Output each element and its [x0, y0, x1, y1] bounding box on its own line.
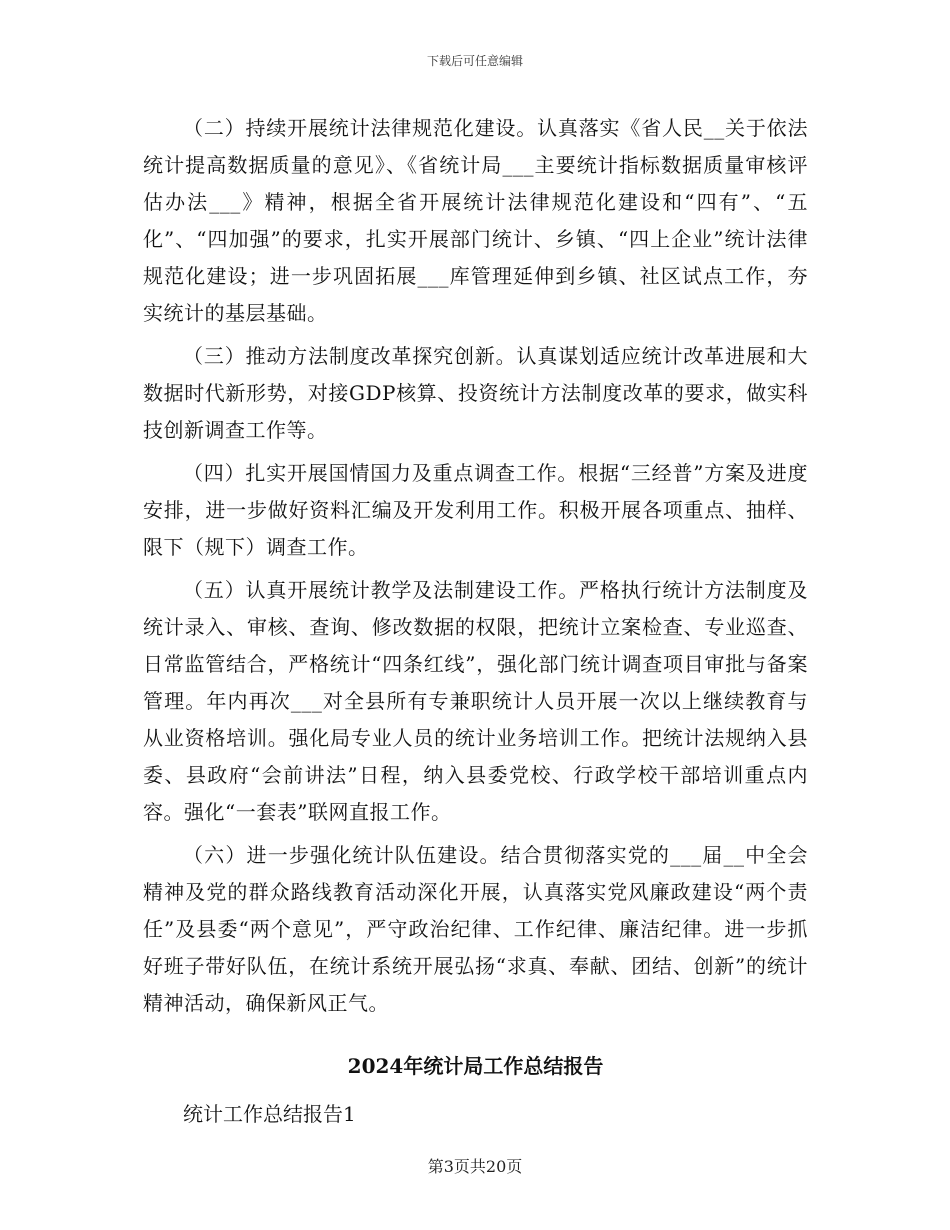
paragraph-6: （六）进一步强化统计队伍建设。结合贯彻落实党的___届__中全会精神及党的群众路线教育活动深化开展，认真落实党风廉政建设“两个责任”及县委“两个意见”，严守政治纪律、工作纪律、廉洁纪律。进一步抓好班子带好队伍，在统计系统开展弘扬“求真、奉献、团结、创新”的统计精神活动，确保新风正气。 [143, 843, 808, 1015]
paragraph-3: （三）推动方法制度改革探究创新。认真谋划适应统计改革进展和大数据时代新形势，对接GDP核算、投资统计方法制度改革的要求，做实科技创新调查工作等。 [143, 344, 808, 442]
paragraph-2: （二）持续开展统计法律规范化建设。认真落实《省人民__关于依法统计提高数据质量的意见》、《省统计局___主要统计指标数据质量审核评估办法___》精神，根据全省开展统计法律规范化建设和“四有”、“五化”、“四加强”的要求，扎实开展部门统计、乡镇、“四上企业”统计法律规范化建设；进一步巩固拓展___库管理延伸到乡镇、社区试点工作，夯实统计的基层基础。 [143, 116, 808, 325]
paragraph-5: （五）认真开展统计教学及法制建设工作。严格执行统计方法制度及统计录入、审核、查询、修改数据的权限，把统计立案检查、专业巡查、日常监管结合，严格统计“四条红线”，强化部门统计调查项目审批与备案管理。年内再次___对全县所有专兼职统计人员开展一次以上继续教育与从业资格培训。强化局专业人员的统计业务培训工作。把统计法规纳入县委、县政府“会前讲法”日程，纳入县委党校、行政学校干部培训重点内容。强化“一套表”联网直报工作。 [143, 578, 808, 824]
document-title: 2024年统计局工作总结报告 [347, 1054, 604, 1078]
page-footer: 第3页共20页 [427, 1157, 523, 1176]
document-body [143, 110, 808, 1133]
section-subheading: 统计工作总结报告1 [183, 1102, 356, 1126]
page-header: 下载后可任意编辑 [426, 54, 523, 68]
paragraph-4: （四）扎实开展国情国力及重点调查工作。根据“三经普”方案及进度安排，进一步做好资料汇编及开发利用工作。积极开展各项重点、抽样、限下（规下）调查工作。 [143, 461, 808, 559]
